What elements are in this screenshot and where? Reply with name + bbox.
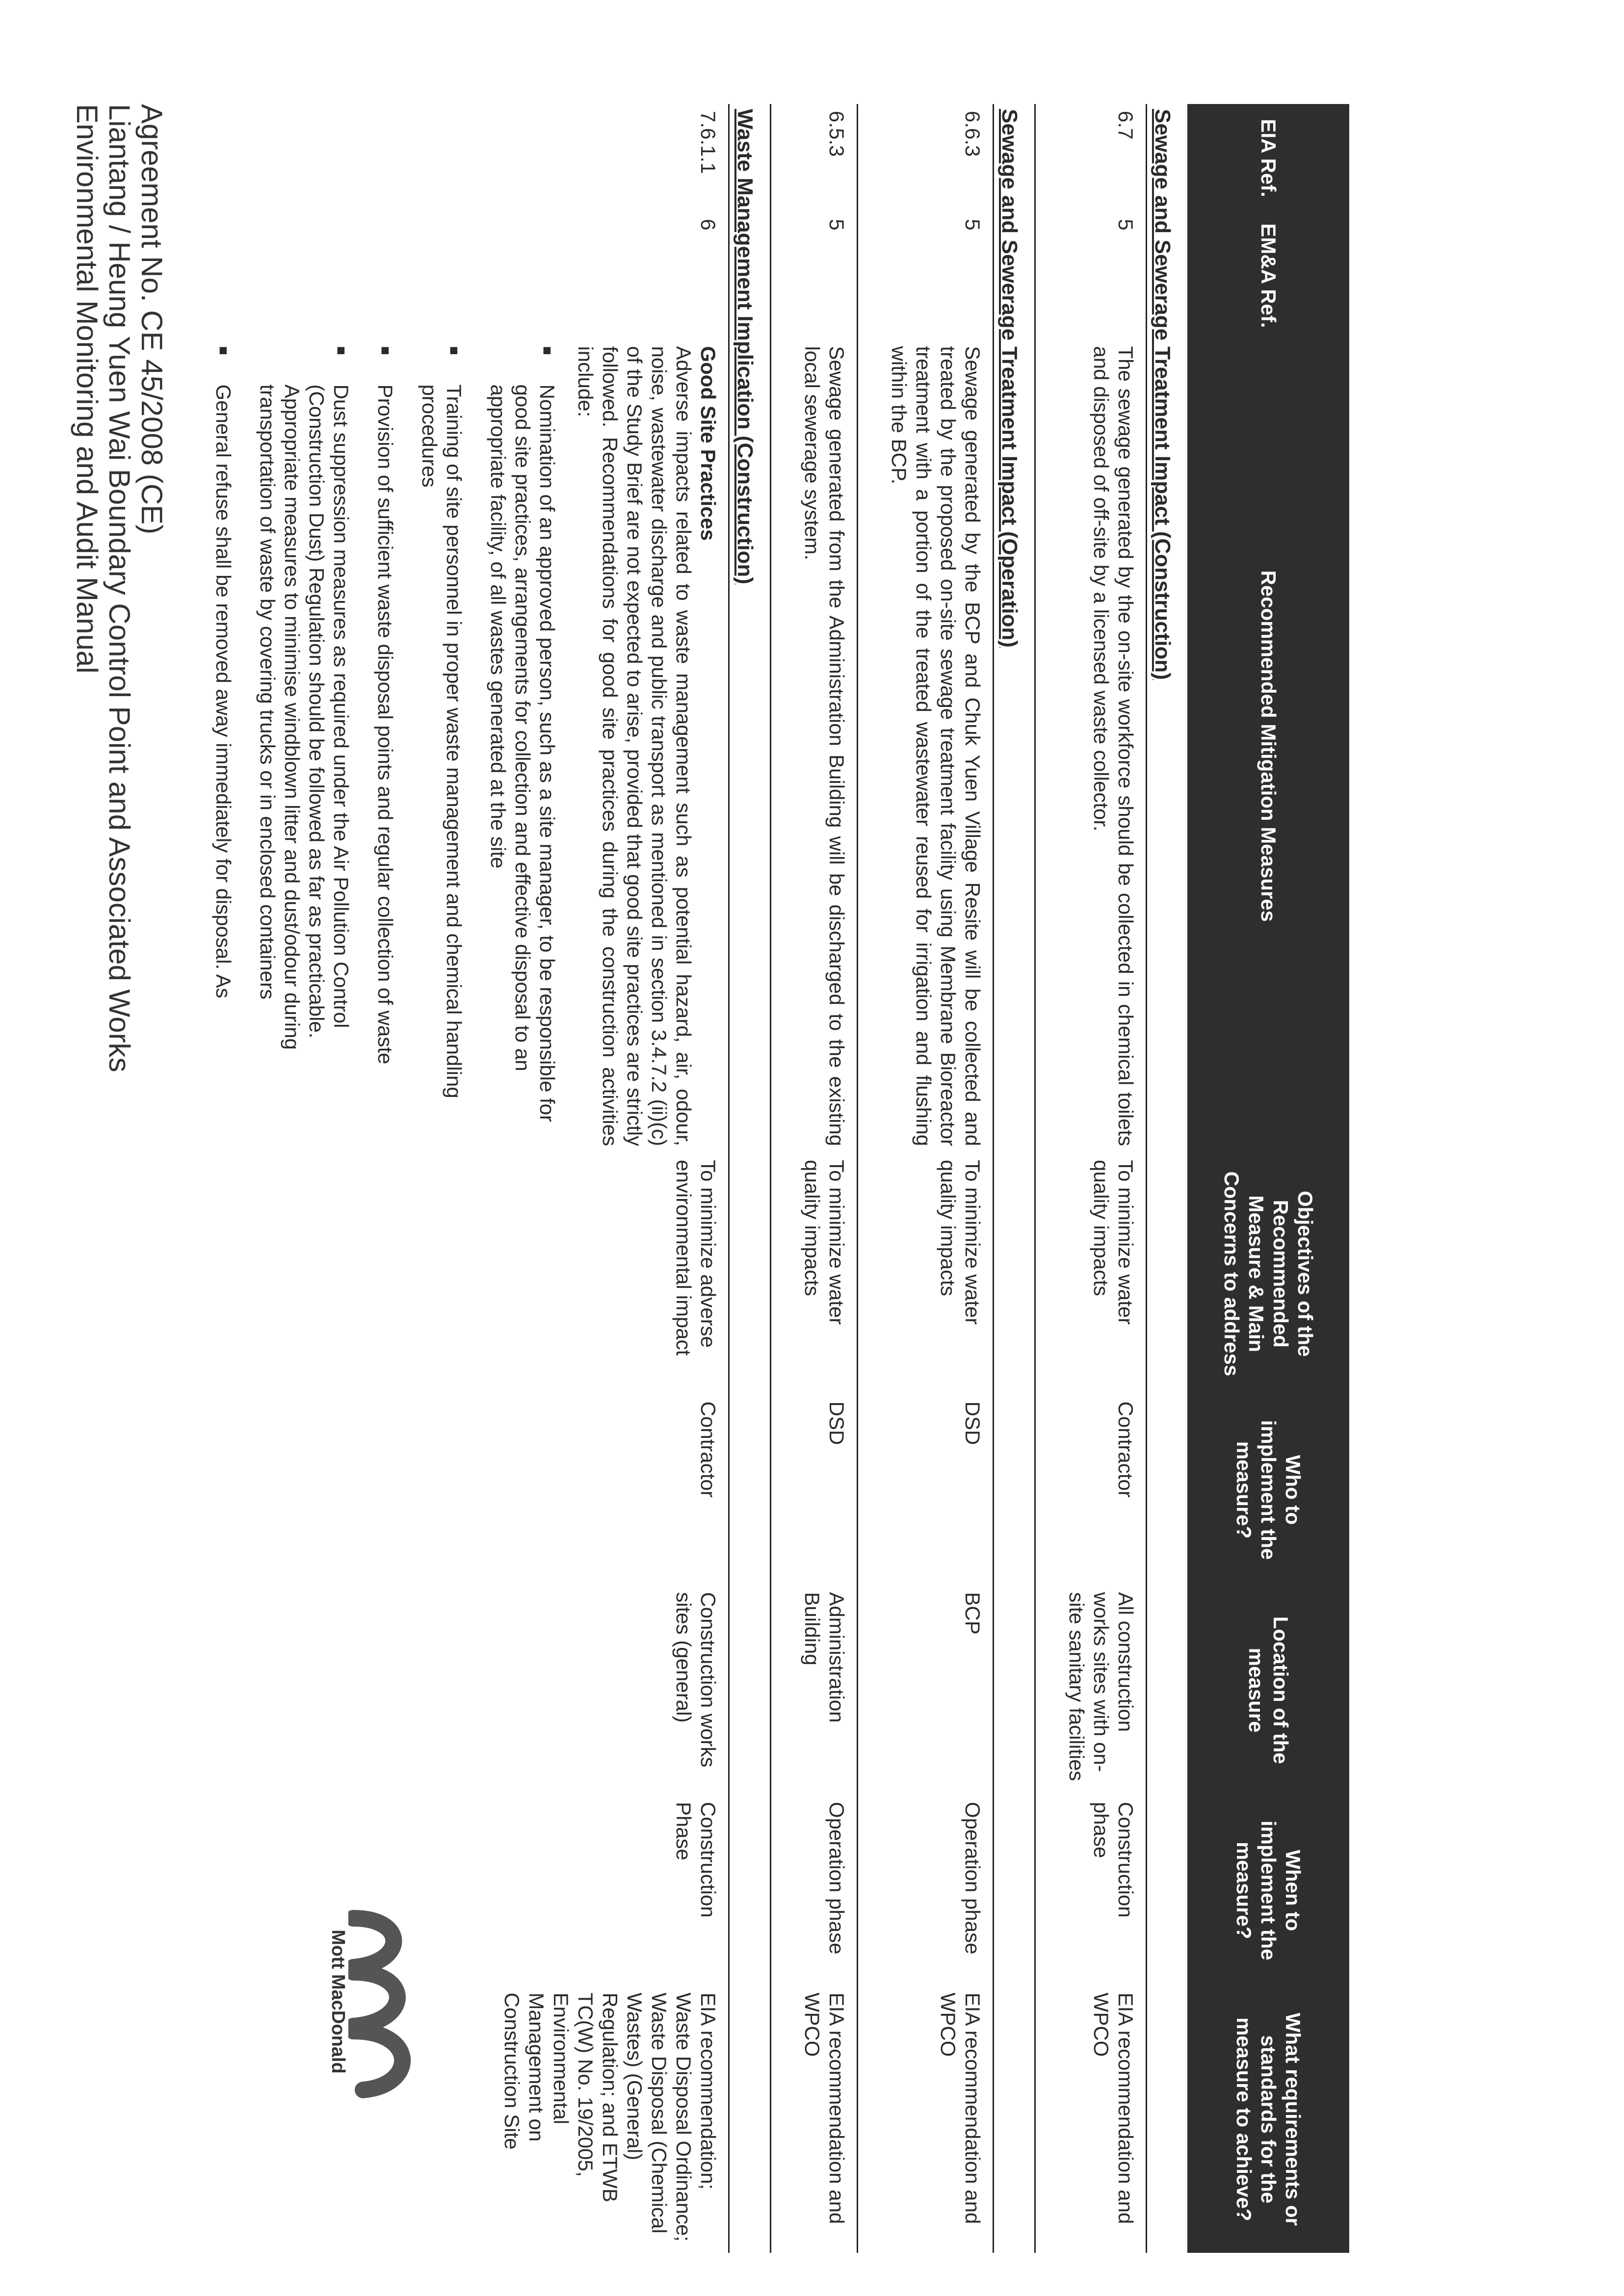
- measure-subtitle: Good Site Practices: [697, 346, 720, 541]
- cell-when: Operation phase: [825, 1801, 848, 1955]
- section-row: [1147, 104, 1188, 2253]
- cell-objective: To minimize adverse environmental impact: [672, 1160, 720, 1356]
- agreement-number: Agreement No. CE 45/2008 (CE): [135, 104, 168, 535]
- logo-text: Mott MacDonald: [328, 1930, 348, 2074]
- table-row: [796, 104, 858, 2253]
- header-ema-ref: EM&A Ref.: [1187, 212, 1349, 339]
- cell-location: All construction works sites with on-site sanitary facilities: [1065, 1592, 1137, 1781]
- cell-ema-ref: 5: [1114, 219, 1137, 231]
- cell-ema-ref: 5: [825, 219, 848, 231]
- section-title-sewage-construction: Sewage and Sewerage Treatment Impact (Construction): [1147, 104, 1188, 2253]
- row-divider: [858, 104, 883, 2253]
- cell-eia-ref: 6.5.3: [825, 111, 848, 157]
- cell-objective: To minimize water quality impacts: [801, 1160, 848, 1325]
- header-location: Location of the measure: [1187, 1585, 1349, 1795]
- list-item: ■ Training of site personnel in proper waste management and chemical handling procedures: [417, 346, 466, 1146]
- table-row: [883, 104, 994, 2253]
- table-row: [187, 104, 729, 2253]
- mitigation-measures-table: [187, 104, 1349, 2253]
- cell-who: Contractor: [697, 1401, 720, 1498]
- cell-requirements: EIA recommendation and WPCO: [1090, 1992, 1137, 2224]
- cell-when: Construction phase: [1090, 1801, 1137, 1918]
- header-requirements: What requirements or standards for the measure to achieve?: [1187, 1986, 1349, 2253]
- header-eia-ref: EIA Ref.: [1187, 104, 1349, 212]
- header-when: When to implement the measure?: [1187, 1795, 1349, 1986]
- header-measures: Recommended Mitigation Measures: [1187, 339, 1349, 1153]
- project-title: Liantang / Heung Yuen Wai Boundary Control Point and Associated Works: [103, 104, 136, 1072]
- cell-ema-ref: 5: [961, 219, 984, 231]
- cell-eia-ref: 6.6.3: [961, 111, 984, 157]
- cell-requirements: EIA recommendation; Waste Disposal Ordinance; Waste Disposal (Chemical Wastes) (General) Regulation; and ETWB TC(W) No. 19/2005, Environmental Management on Construction Site: [500, 1992, 720, 2242]
- section-title-sewage-operation: Sewage and Sewerage Treatment Impact (Operation): [994, 104, 1035, 2253]
- cell-who: Contractor: [1114, 1401, 1137, 1498]
- list-item: ■ Nomination of an approved person, such as a site manager, to be responsible for good site practices, arrangements for collection and effective disposal to an appropriate facility, of all wastes generated at the site: [486, 346, 559, 1146]
- cell-measure: Sewage generated from the Administration Building will be discharged to the existing local sewerage system.: [801, 346, 848, 1147]
- cell-who: DSD: [961, 1401, 984, 1445]
- row-divider: [1035, 104, 1061, 2253]
- cell-who: DSD: [825, 1401, 848, 1445]
- cell-location: Construction works sites (general): [672, 1592, 720, 1768]
- list-item: ■ General refuse shall be removed away immediately for disposal. As: [211, 346, 236, 1146]
- cell-measure: Sewage generated by the BCP and Chuk Yuen Village Resite will be collected and treated by the proposed on-site sewage treatment facility using Membrane Bioreactor treatment with a portion of the treated wastewater reused for irrigation and flushing within the BCP.: [888, 346, 984, 1147]
- cell-location: Administration Building: [801, 1592, 848, 1723]
- manual-title: Environmental Monitoring and Audit Manual: [71, 104, 104, 674]
- measure-intro: Adverse impacts related to waste management such as potential hazard, air, odour, noise, wastewater discharge and public transport as mentioned in section 3.4.7.2 (ii)(c) of the Study Brief are not expected to arise, provided that good site practices are strictly followed. Recommendations for good site practices during the construction activities include:: [574, 346, 695, 1147]
- cell-measure: [187, 339, 729, 1153]
- cell-when: Construction Phase: [672, 1801, 720, 1918]
- practice-list: [211, 346, 559, 1146]
- row-divider: [771, 104, 796, 2253]
- cell-objective: To minimize water quality impacts: [937, 1160, 984, 1325]
- cell-eia-ref: 6.7: [1114, 111, 1137, 140]
- section-row: [994, 104, 1035, 2253]
- header-who: Who to implement the measure?: [1187, 1395, 1349, 1586]
- header-objectives: Objectives of the Recommended Measure & Main Concerns to address: [1187, 1153, 1349, 1394]
- table-row: [1060, 104, 1147, 2253]
- document-header: [71, 104, 168, 1072]
- cell-requirements: EIA recommendation and WPCO: [801, 1992, 848, 2224]
- cell-ema-ref: 6: [697, 219, 720, 231]
- cell-measure: The sewage generated by the on-site workforce should be collected in chemical toilets and disposed of off-site by a licensed waste collector.: [1090, 346, 1137, 1147]
- cell-eia-ref: 7.6.1.1: [697, 111, 720, 174]
- cell-location: BCP: [961, 1592, 984, 1635]
- section-title-waste-management: Waste Management Implication (Construction): [729, 104, 771, 2253]
- table-header-row: [1187, 104, 1349, 2253]
- cell-objective: To minimize water quality impacts: [1090, 1160, 1137, 1325]
- list-item: ■ Provision of sufficient waste disposal points and regular collection of waste: [373, 346, 397, 1146]
- cell-requirements: EIA recommendation and WPCO: [937, 1992, 984, 2224]
- cell-when: Operation phase: [961, 1801, 984, 1955]
- list-item: ■ Dust suppression measures as required under the Air Pollution Control (Construction Dust) Regulation should be followed as far as practicable. Appropriate measures to minimise windblown litter and dust/odour during transportation of waste by covering trucks or in enclosed containers: [255, 346, 353, 1146]
- section-row: [729, 104, 771, 2253]
